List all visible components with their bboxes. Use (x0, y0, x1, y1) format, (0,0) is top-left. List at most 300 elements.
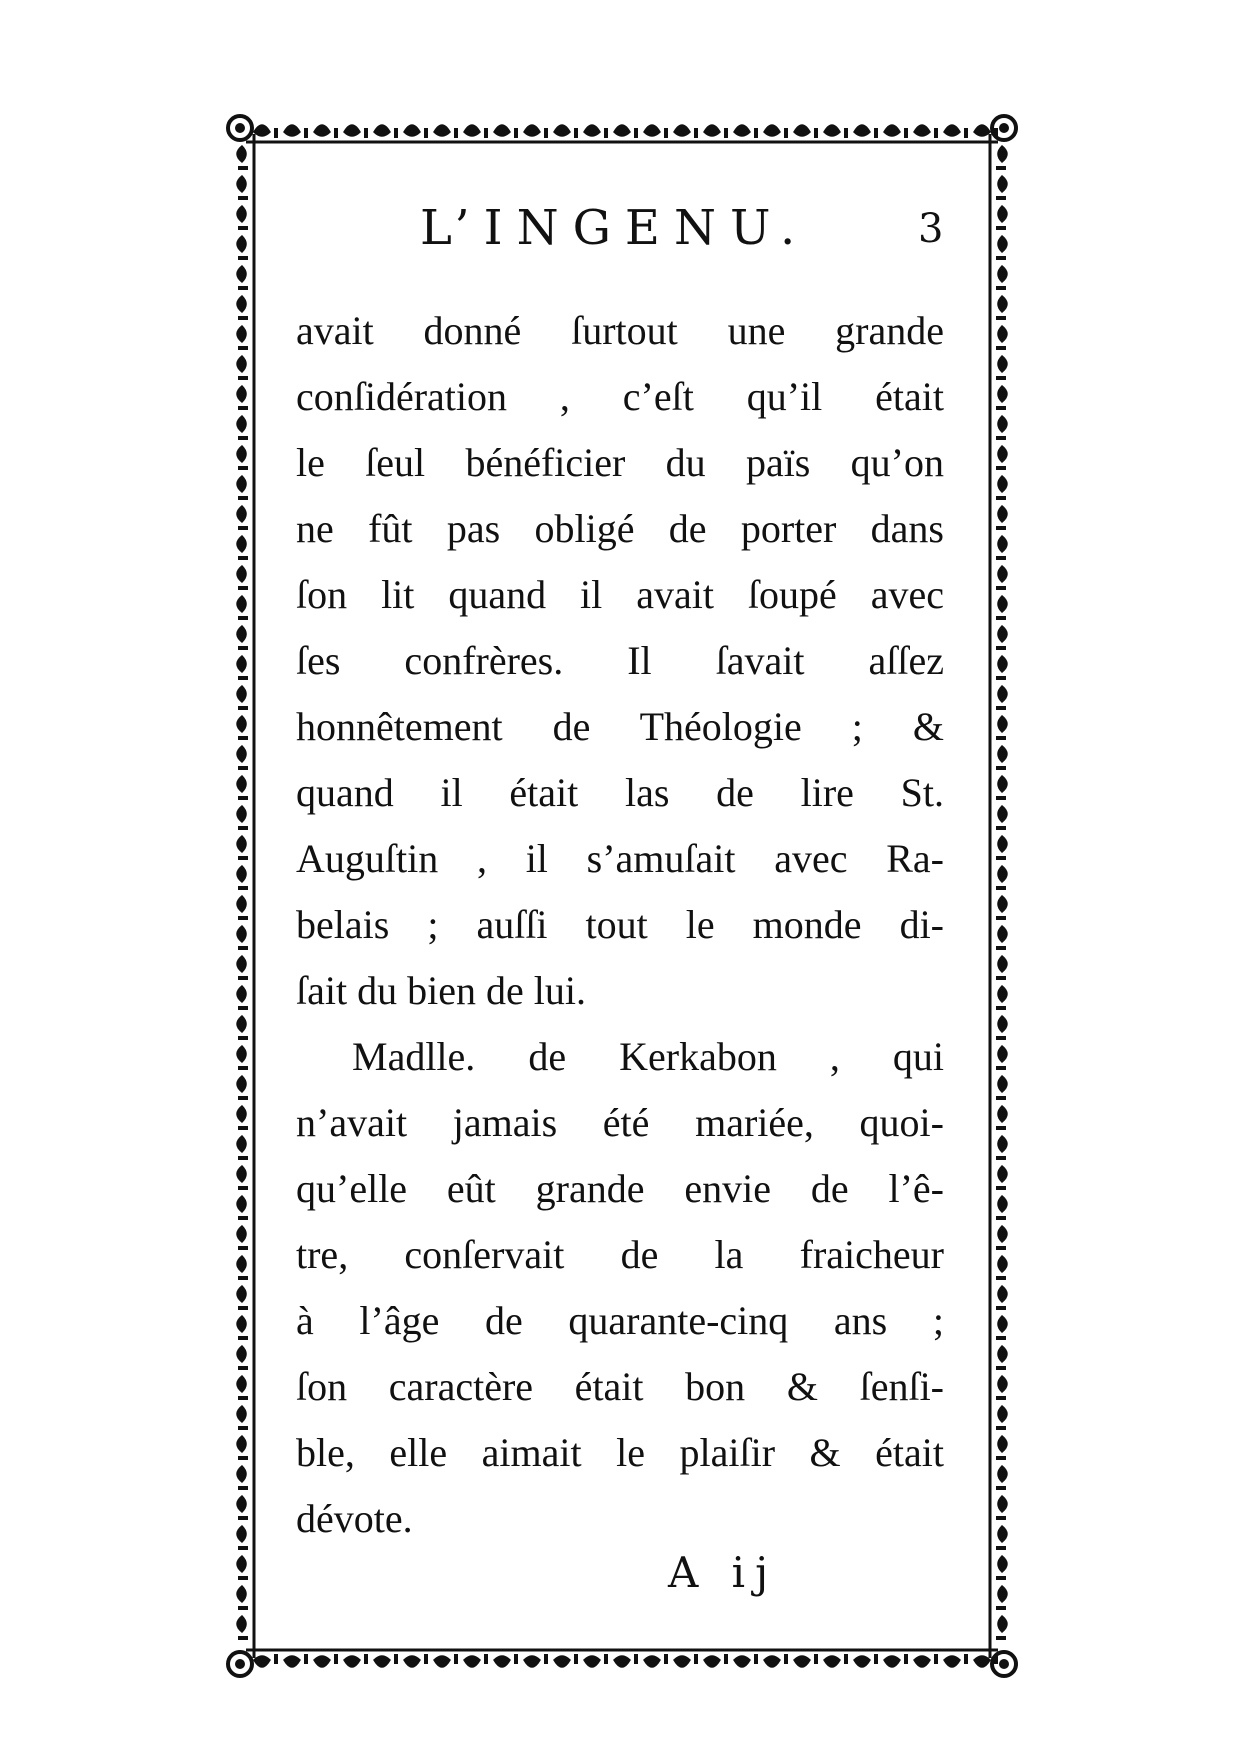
frame-flower (237, 1346, 246, 1362)
frame-flower (238, 286, 248, 290)
frame-flower (996, 1396, 1006, 1400)
frame-flower (996, 1036, 1006, 1040)
frame-flower (996, 1426, 1006, 1430)
frame-flower (996, 856, 1006, 860)
frame-flower (238, 1006, 248, 1010)
frame-flower (238, 736, 248, 740)
frame-flower (904, 128, 908, 138)
frame-flower (998, 1016, 1007, 1032)
frame-flower (238, 436, 248, 440)
frame-flower (574, 128, 578, 138)
frame-flower (944, 125, 960, 136)
text-line: ble, elle aimait le plaiſir & était (296, 1430, 944, 1475)
frame-flower (998, 686, 1007, 702)
frame-flower (464, 125, 480, 136)
frame-flower (237, 416, 246, 432)
frame-flower (237, 716, 246, 732)
frame-flower (998, 956, 1007, 972)
frame-flower (996, 1576, 1006, 1580)
text-line: belais ; auſſi tout le monde di- (296, 902, 944, 947)
frame-flower (237, 1286, 246, 1302)
frame-flower (998, 626, 1007, 642)
frame-flower (284, 1656, 300, 1667)
frame-flower (524, 125, 540, 136)
frame-flower (237, 506, 246, 522)
frame-flower (998, 236, 1007, 252)
frame-flower (238, 766, 248, 770)
frame-flower (998, 866, 1007, 882)
frame-flower (238, 1096, 248, 1100)
frame-flower (238, 886, 248, 890)
frame-flower (237, 566, 246, 582)
frame-flower (844, 128, 848, 138)
frame-flower (584, 125, 600, 136)
frame-flower (944, 1656, 960, 1667)
frame-flower (237, 1106, 246, 1122)
frame-flower (704, 125, 720, 136)
frame-flower (434, 1656, 450, 1667)
frame-flower (998, 926, 1007, 942)
frame-flower (996, 1066, 1006, 1070)
text-line: ſes confrères. Il ſavait aſſez (296, 638, 944, 683)
frame-flower (238, 376, 248, 380)
text-line: Auguſtin , il s’amuſait avec Ra- (296, 836, 944, 881)
frame-flower (996, 1156, 1006, 1160)
frame-flower (237, 1616, 246, 1632)
frame-flower (554, 1656, 570, 1667)
frame-flower (237, 1586, 246, 1602)
frame-flower (424, 128, 428, 138)
frame-flower (854, 125, 870, 136)
frame-flower (964, 1654, 968, 1664)
frame-flower (404, 125, 420, 136)
paragraph (296, 1024, 944, 1552)
frame-flower (237, 176, 246, 192)
frame-flower (694, 1654, 698, 1664)
frame-flower (664, 1654, 668, 1664)
frame-flower (238, 1156, 248, 1160)
frame-flower (998, 446, 1007, 462)
frame-flower (844, 1654, 848, 1664)
frame-flower (238, 1546, 248, 1550)
frame-flower (794, 125, 810, 136)
frame-flower (237, 986, 246, 1002)
frame-flower (237, 686, 246, 702)
frame-flower (996, 706, 1006, 710)
frame-flower (237, 1016, 246, 1032)
frame-flower (574, 1654, 578, 1664)
frame-flower (314, 125, 330, 136)
frame-flower (238, 316, 248, 320)
frame-flower (998, 1226, 1007, 1242)
frame-flower (238, 406, 248, 410)
frame-flower (237, 236, 246, 252)
frame-flower (238, 976, 248, 980)
frame-flower (634, 1654, 638, 1664)
frame-flower (996, 616, 1006, 620)
frame-flower (996, 646, 1006, 650)
frame-flower (998, 836, 1007, 852)
frame-flower (238, 676, 248, 680)
frame-flower (874, 128, 878, 138)
frame-flower (996, 736, 1006, 740)
frame-flower (998, 656, 1007, 672)
frame-flower (237, 896, 246, 912)
frame-flower (996, 1456, 1006, 1460)
frame-flower (238, 1276, 248, 1280)
frame-flower (996, 466, 1006, 470)
frame-flower (998, 1586, 1007, 1602)
frame-flower (604, 1654, 608, 1664)
frame-flower (664, 128, 668, 138)
frame-flower (914, 125, 930, 136)
frame-flower (237, 626, 246, 642)
frame-flower (644, 125, 660, 136)
frame-flower (974, 125, 990, 136)
frame-flower (694, 128, 698, 138)
frame-flower (734, 125, 750, 136)
frame-flower (238, 826, 248, 830)
frame-flower (996, 916, 1006, 920)
frame-flower (514, 1654, 518, 1664)
frame-flower (998, 476, 1007, 492)
frame-flower (996, 1276, 1006, 1280)
frame-flower (824, 125, 840, 136)
frame-flower (237, 1496, 246, 1512)
frame-flower (996, 1486, 1006, 1490)
frame-corner-rosette (999, 1659, 1009, 1669)
frame-flower (454, 1654, 458, 1664)
frame-flower (284, 125, 300, 136)
frame-flower (996, 1006, 1006, 1010)
frame-flower (238, 196, 248, 200)
frame-flower (238, 496, 248, 500)
frame-flower (614, 1656, 630, 1667)
frame-flower (996, 886, 1006, 890)
frame-flower (237, 446, 246, 462)
frame-flower (674, 1656, 690, 1667)
frame-flower (238, 526, 248, 530)
frame-flower (998, 1076, 1007, 1092)
text-line: ſon caractère était bon & ſenſi- (296, 1364, 944, 1409)
frame-flower (484, 128, 488, 138)
frame-flower (237, 536, 246, 552)
frame-flower (374, 1656, 390, 1667)
frame-flower (237, 356, 246, 372)
frame-flower (996, 256, 1006, 260)
frame-flower (424, 1654, 428, 1664)
frame-flower (238, 1426, 248, 1430)
text-line: n’avait jamais été mariée, quoi- (296, 1100, 944, 1145)
frame-flower (996, 376, 1006, 380)
frame-flower (996, 286, 1006, 290)
frame-flower (238, 346, 248, 350)
frame-flower (374, 125, 390, 136)
frame-corner-rosette (235, 123, 245, 133)
frame-flower (238, 916, 248, 920)
frame-flower (604, 128, 608, 138)
frame-flower (998, 716, 1007, 732)
frame-flower (237, 1556, 246, 1572)
frame-flower (238, 1246, 248, 1250)
frame-flower (464, 1656, 480, 1667)
frame-flower (996, 1336, 1006, 1340)
frame-flower (238, 586, 248, 590)
frame-flower (238, 946, 248, 950)
frame-flower (238, 796, 248, 800)
frame-flower (996, 226, 1006, 230)
frame-corner-rosette (999, 123, 1009, 133)
frame-flower (314, 1656, 330, 1667)
frame-flower (996, 166, 1006, 170)
frame-flower (754, 1654, 758, 1664)
frame-flower (344, 125, 360, 136)
frame-flower (237, 776, 246, 792)
frame-flower (514, 128, 518, 138)
frame-flower (734, 1656, 750, 1667)
frame-flower (724, 1654, 728, 1664)
text-line: le ſeul bénéficier du païs qu’on (296, 440, 944, 485)
frame-flower (237, 1226, 246, 1242)
frame-flower (996, 976, 1006, 980)
frame-flower (238, 1606, 248, 1610)
text-line: Madlle. de Kerkabon , qui (352, 1034, 944, 1079)
frame-flower (238, 856, 248, 860)
frame-flower (998, 1346, 1007, 1362)
frame-flower (814, 128, 818, 138)
frame-flower (996, 1546, 1006, 1550)
frame-flower (238, 556, 248, 560)
frame-flower (996, 1246, 1006, 1250)
frame-flower (238, 1366, 248, 1370)
body-text (296, 298, 944, 1552)
frame-flower (996, 676, 1006, 680)
frame-flower (884, 125, 900, 136)
frame-flower (998, 1406, 1007, 1422)
frame-flower (724, 128, 728, 138)
frame-flower (238, 616, 248, 620)
frame-flower (998, 356, 1007, 372)
frame-flower (854, 1656, 870, 1667)
frame-flower (996, 346, 1006, 350)
frame-flower (394, 1654, 398, 1664)
frame-flower (998, 1256, 1007, 1272)
frame-flower (554, 125, 570, 136)
frame-flower (934, 128, 938, 138)
frame-flower (237, 296, 246, 312)
frame-flower (998, 1616, 1007, 1632)
frame-flower (784, 128, 788, 138)
frame-flower (998, 1196, 1007, 1212)
frame-flower (238, 646, 248, 650)
frame-flower (614, 125, 630, 136)
frame-flower (237, 746, 246, 762)
frame-flower (998, 566, 1007, 582)
frame-flower (334, 128, 338, 138)
frame-flower (996, 1126, 1006, 1130)
frame-flower (334, 1654, 338, 1664)
frame-flower (237, 1196, 246, 1212)
frame-flower (998, 326, 1007, 342)
frame-flower (238, 1576, 248, 1580)
frame-flower (874, 1654, 878, 1664)
frame-flower (237, 476, 246, 492)
frame-flower (998, 596, 1007, 612)
frame-flower (484, 1654, 488, 1664)
text-line: honnêtement de Théologie ; & (296, 704, 944, 749)
frame-flower (998, 296, 1007, 312)
frame-flower (238, 1456, 248, 1460)
frame-flower (996, 1606, 1006, 1610)
frame-flower (237, 1046, 246, 1062)
frame-flower (237, 206, 246, 222)
frame-flower (238, 1306, 248, 1310)
frame-flower (996, 406, 1006, 410)
text-line: conſidération , c’eſt qu’il était (296, 374, 944, 419)
frame-flower (434, 125, 450, 136)
frame-flower (996, 1366, 1006, 1370)
frame-flower (274, 1654, 278, 1664)
frame-flower (784, 1654, 788, 1664)
frame-flower (914, 1656, 930, 1667)
frame-flower (238, 226, 248, 230)
frame-flower (998, 146, 1007, 162)
frame-flower (974, 1656, 990, 1667)
frame-flower (674, 125, 690, 136)
running-head-title: L’INGENU. (420, 200, 810, 256)
signature-mark: A ij (668, 1548, 779, 1597)
frame-flower (996, 1516, 1006, 1520)
frame-flower (237, 1136, 246, 1152)
text-line: ſait du bien de lui. (296, 968, 586, 1013)
frame-flower (998, 536, 1007, 552)
text-line: ſon lit quand il avait ſoupé avec (296, 572, 944, 617)
frame-flower (814, 1654, 818, 1664)
frame-flower (237, 1076, 246, 1092)
frame-flower (998, 506, 1007, 522)
frame-flower (996, 436, 1006, 440)
frame-flower (254, 1656, 270, 1667)
frame-flower (764, 125, 780, 136)
frame-flower (344, 1656, 360, 1667)
frame-flower (996, 196, 1006, 200)
paragraph (296, 298, 944, 1024)
frame-flower (238, 466, 248, 470)
frame-flower (237, 596, 246, 612)
frame-flower (304, 128, 308, 138)
frame-flower (794, 1656, 810, 1667)
frame-flower (237, 1526, 246, 1542)
page-number: 3 (918, 206, 944, 252)
frame-flower (998, 986, 1007, 1002)
frame-flower (996, 946, 1006, 950)
frame-flower (238, 1336, 248, 1340)
frame-flower (237, 1406, 246, 1422)
frame-flower (998, 806, 1007, 822)
frame-flower (238, 1516, 248, 1520)
frame-flower (998, 386, 1007, 402)
frame-corner-rosette (235, 1659, 245, 1669)
frame-flower (237, 1466, 246, 1482)
frame-flower (304, 1654, 308, 1664)
frame-flower (996, 766, 1006, 770)
frame-flower (494, 1656, 510, 1667)
frame-flower (998, 206, 1007, 222)
frame-flower (237, 656, 246, 672)
frame-flower (237, 1256, 246, 1272)
text-line: quand il était las de lire St. (296, 770, 944, 815)
frame-flower (644, 1656, 660, 1667)
frame-flower (394, 128, 398, 138)
frame-flower (996, 796, 1006, 800)
frame-flower (704, 1656, 720, 1667)
frame-flower (364, 128, 368, 138)
frame-flower (998, 266, 1007, 282)
frame-flower (524, 1656, 540, 1667)
frame-flower (238, 1036, 248, 1040)
frame-flower (238, 256, 248, 260)
frame-flower (238, 1216, 248, 1220)
frame-flower (237, 1376, 246, 1392)
frame-flower (996, 526, 1006, 530)
frame-flower (237, 836, 246, 852)
frame-flower (237, 806, 246, 822)
frame-flower (998, 1496, 1007, 1512)
frame-flower (996, 1636, 1006, 1640)
frame-flower (237, 326, 246, 342)
frame-flower (634, 128, 638, 138)
frame-flower (998, 416, 1007, 432)
text-line: qu’elle eût grande envie de l’ê- (296, 1166, 944, 1211)
frame-flower (238, 706, 248, 710)
frame-flower (996, 556, 1006, 560)
frame-flower (254, 125, 270, 136)
frame-flower (454, 128, 458, 138)
text-line: à l’âge de quarante-cinq ans ; (296, 1298, 944, 1343)
frame-flower (998, 1526, 1007, 1542)
frame-flower (998, 1286, 1007, 1302)
frame-flower (904, 1654, 908, 1664)
text-line: dévote. (296, 1496, 413, 1541)
frame-flower (964, 128, 968, 138)
frame-flower (996, 1216, 1006, 1220)
frame-flower (996, 826, 1006, 830)
frame-flower (237, 1436, 246, 1452)
frame-flower (998, 1436, 1007, 1452)
frame-flower (998, 1166, 1007, 1182)
frame-flower (998, 1106, 1007, 1122)
frame-flower (998, 176, 1007, 192)
frame-flower (998, 776, 1007, 792)
frame-flower (824, 1656, 840, 1667)
frame-flower (998, 1376, 1007, 1392)
frame-flower (998, 1556, 1007, 1572)
text-line: tre, conſervait de la fraicheur (296, 1232, 944, 1277)
frame-flower (238, 1186, 248, 1190)
frame-flower (494, 125, 510, 136)
frame-flower (996, 1096, 1006, 1100)
text-line: ne fût pas obligé de porter dans (296, 506, 944, 551)
frame-flower (584, 1656, 600, 1667)
frame-flower (998, 1316, 1007, 1332)
frame-flower (934, 1654, 938, 1664)
frame-flower (238, 1396, 248, 1400)
frame-flower (996, 1186, 1006, 1190)
frame-flower (754, 128, 758, 138)
frame-flower (238, 1486, 248, 1490)
frame-flower (238, 1636, 248, 1640)
frame-flower (996, 586, 1006, 590)
